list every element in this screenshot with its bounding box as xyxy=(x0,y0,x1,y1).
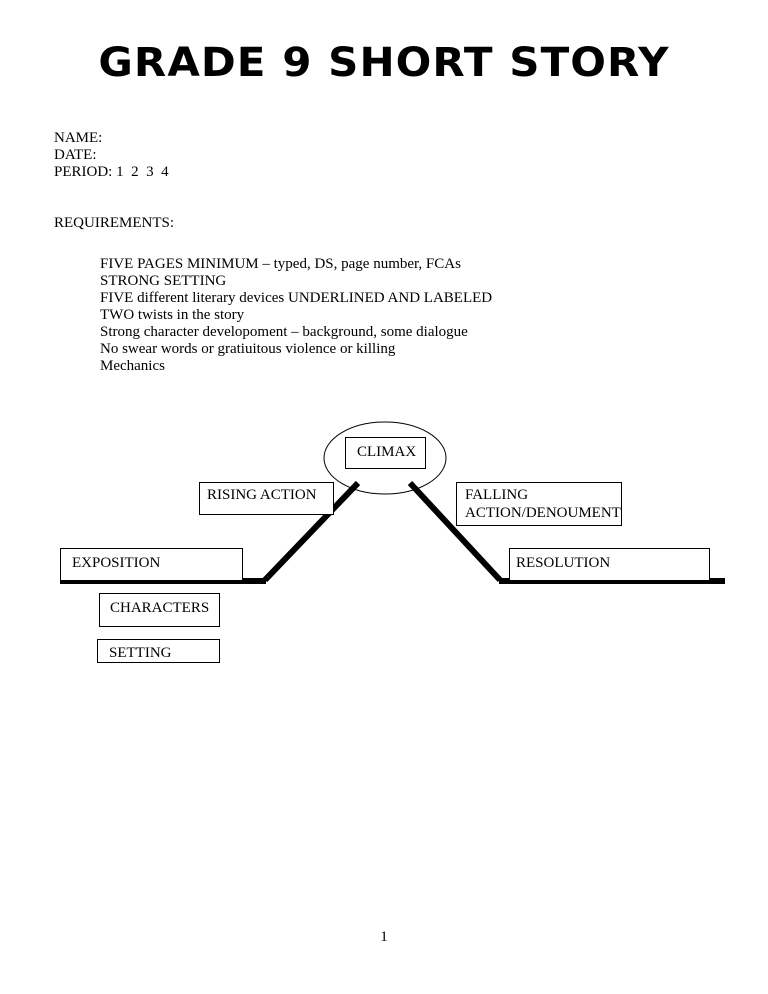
exposition-label: EXPOSITION xyxy=(72,555,161,571)
name-label: NAME: xyxy=(54,130,103,146)
page-number: 1 xyxy=(380,929,388,945)
characters-label: CHARACTERS xyxy=(110,600,210,616)
setting-label: SETTING xyxy=(109,645,172,661)
exposition-box xyxy=(60,548,243,581)
date-label: DATE: xyxy=(54,147,97,163)
resolution-box xyxy=(509,548,710,581)
rising-action-box xyxy=(199,482,334,515)
period-label: PERIOD: 1 2 3 4 xyxy=(54,164,169,180)
requirement-item: FIVE PAGES MINIMUM – typed, DS, page number, FCAs xyxy=(100,256,461,272)
requirement-item: Mechanics xyxy=(100,358,165,374)
requirement-item: STRONG SETTING xyxy=(100,273,227,289)
resolution-label: RESOLUTION xyxy=(516,555,611,571)
requirements-heading: REQUIREMENTS: xyxy=(54,215,174,231)
setting-box xyxy=(97,639,220,663)
requirement-item: TWO twists in the story xyxy=(100,307,245,323)
climax-label: CLIMAX xyxy=(357,444,417,460)
requirement-item: No swear words or gratiuitous violence or killing xyxy=(100,341,396,357)
climax-box xyxy=(345,437,426,469)
requirement-item: Strong character developoment – background, some dialogue xyxy=(100,324,468,340)
page-title: GRADE 9 SHORT STORY xyxy=(98,40,670,86)
falling-action-label: FALLING ACTION/DENOUMENT xyxy=(465,487,621,521)
characters-box xyxy=(99,593,220,627)
requirement-item: FIVE different literary devices UNDERLINED AND LABELED xyxy=(100,290,493,306)
rising-action-label: RISING ACTION xyxy=(207,487,317,503)
falling-action-box xyxy=(456,482,622,526)
